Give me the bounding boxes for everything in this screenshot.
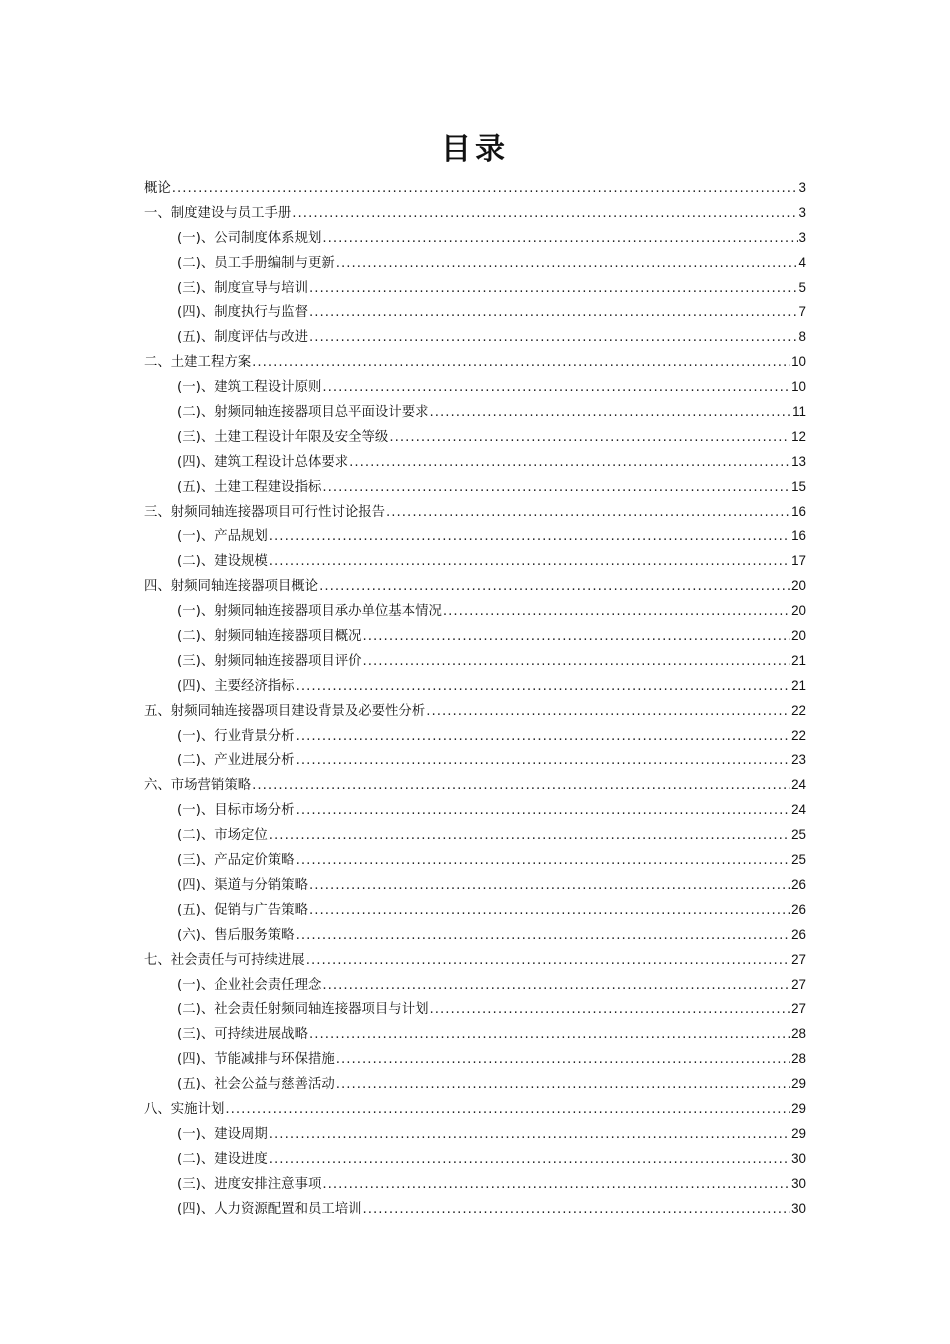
toc-entry-page-number: 29 [791,1125,806,1141]
toc-entry[interactable] [144,300,806,325]
toc-entry-label: (五)、制度评估与改进 [177,330,308,346]
toc-entry-label: (二)、射频同轴连接器项目概况 [177,629,362,645]
toc-leader-dots [363,1198,791,1223]
toc-entry[interactable] [144,1147,806,1172]
toc-entry-label: (三)、土建工程设计年限及安全等级 [177,429,389,445]
toc-entry-page-number: 20 [791,628,806,644]
toc-leader-dots [363,650,791,675]
toc-entry-page-number: 24 [791,802,806,818]
toc-entry-page-number: 20 [791,578,806,594]
toc-entry-page-number: 26 [791,876,806,892]
toc-entry[interactable] [144,201,806,226]
toc-entry-page-number: 3 [798,204,806,220]
toc-entry-page-number: 22 [791,702,806,718]
toc-entry[interactable] [144,226,806,251]
toc-entry-label: (四)、渠道与分销策略 [177,877,308,893]
toc-entry-page-number: 28 [791,1026,806,1042]
toc-entry-label: (三)、产品定价策略 [177,853,295,869]
toc-leader-dots [349,451,790,476]
toc-entry-page-number: 13 [791,453,806,469]
toc-entry-page-number: 28 [791,1051,806,1067]
toc-entry-label: (二)、社会责任射频同轴连接器项目与计划 [177,1002,429,1018]
toc-entry[interactable] [144,1047,806,1072]
toc-entry[interactable] [144,898,806,923]
toc-entry-page-number: 20 [791,603,806,619]
toc-entry-label: (四)、人力资源配置和员工培训 [177,1201,362,1217]
toc-entry[interactable] [144,475,806,500]
toc-leader-dots [225,1098,790,1123]
toc-entry-page-number: 25 [791,827,806,843]
toc-entry[interactable] [144,400,806,425]
toc-entry-label: (一)、目标市场分析 [177,803,295,819]
toc-entry-page-number: 24 [791,777,806,793]
toc-entry[interactable] [144,1072,806,1097]
toc-entry-label: (一)、射频同轴连接器项目承办单位基本情况 [177,604,442,620]
toc-entry-label: (三)、制度宣导与培训 [177,280,308,296]
toc-leader-dots [309,326,798,351]
toc-entry-label: (五)、促销与广告策略 [177,902,308,918]
toc-entry-page-number: 10 [791,379,806,395]
toc-entry-page-number: 27 [791,1001,806,1017]
toc-entry-page-number: 3 [798,229,806,245]
toc-leader-dots [322,1173,790,1198]
toc-entry-label: 七、社会责任与可持续进展 [144,952,305,968]
toc-leader-dots [296,725,791,750]
toc-entry-page-number: 12 [791,428,806,444]
toc-leader-dots [389,426,790,451]
toc-entry-label: (一)、企业社会责任理念 [177,977,322,993]
toc-entry-page-number: 26 [791,901,806,917]
toc-leader-dots [322,227,797,252]
toc-leader-dots [296,799,791,824]
toc-entry-label: 四、射频同轴连接器项目概论 [144,579,319,595]
toc-entry[interactable] [144,873,806,898]
toc-leader-dots [296,849,791,874]
toc-entry[interactable] [144,674,806,699]
toc-entry-page-number: 27 [791,976,806,992]
toc-entry[interactable] [144,699,806,724]
toc-entry-page-number: 22 [791,727,806,743]
toc-entry[interactable] [144,1172,806,1197]
toc-leader-dots [429,401,791,426]
toc-entry[interactable] [144,599,806,624]
toc-entry-label: (二)、建设进度 [177,1151,268,1167]
toc-entry-page-number: 21 [791,652,806,668]
toc-entry[interactable] [144,923,806,948]
toc-entry-page-number: 8 [798,329,806,345]
toc-entry-label: (三)、可持续进展战略 [177,1027,308,1043]
toc-entry-label: (三)、射频同轴连接器项目评价 [177,653,362,669]
toc-entry-page-number: 11 [792,404,806,420]
toc-leader-dots [309,301,798,326]
toc-entry-label: (一)、建设周期 [177,1126,268,1142]
toc-entry-page-number: 5 [798,279,806,295]
toc-entry-page-number: 16 [791,528,806,544]
toc-entry[interactable] [144,450,806,475]
toc-entry-label: 八、实施计划 [144,1101,225,1117]
toc-entry-label: (一)、建筑工程设计原则 [177,380,322,396]
toc-entry-label: (二)、射频同轴连接器项目总平面设计要求 [177,405,429,421]
toc-entry-page-number: 17 [791,553,806,569]
toc-entry-page-number: 29 [791,1076,806,1092]
toc-entry-label: 二、土建工程方案 [144,355,252,371]
toc-leader-dots [336,1073,790,1098]
toc-entry[interactable] [144,325,806,350]
toc-leader-dots [309,899,790,924]
toc-entry-page-number: 21 [791,677,806,693]
toc-entry-label: (一)、行业背景分析 [177,728,295,744]
toc-entry[interactable] [144,823,806,848]
toc-entry[interactable] [144,176,806,201]
toc-leader-dots [252,351,790,376]
toc-entry-label: 五、射频同轴连接器项目建设背景及必要性分析 [144,703,426,719]
toc-leader-dots [269,1123,790,1148]
toc-leader-dots [426,700,790,725]
toc-leader-dots [386,501,790,526]
toc-entry[interactable] [144,798,806,823]
toc-entry[interactable] [144,549,806,574]
toc-leader-dots [296,924,791,949]
toc-entry[interactable] [144,649,806,674]
toc-entry-label: (三)、进度安排注意事项 [177,1176,322,1192]
toc-entry-page-number: 4 [798,254,806,270]
toc-entry[interactable] [144,574,806,599]
toc-entry[interactable] [144,773,806,798]
toc-entry-page-number: 26 [791,926,806,942]
toc-entry-label: (四)、主要经济指标 [177,678,295,694]
toc-entry-label: 三、射频同轴连接器项目可行性讨论报告 [144,504,386,520]
toc-entry-page-number: 30 [791,1175,806,1191]
toc-entry-label: (四)、建筑工程设计总体要求 [177,454,349,470]
toc-entry[interactable] [144,748,806,773]
toc-entry-page-number: 16 [791,503,806,519]
toc-entry-label: (六)、售后服务策略 [177,927,295,943]
toc-leader-dots [292,202,797,227]
toc-entry-page-number: 30 [791,1150,806,1166]
toc-entry[interactable] [144,350,806,375]
toc-entry-page-number: 3 [798,180,806,195]
toc-entry[interactable] [144,1022,806,1047]
toc-entry[interactable] [144,425,806,450]
toc-leader-dots [322,974,790,999]
toc-leader-dots [336,252,798,277]
toc-entry-page-number: 30 [791,1200,806,1216]
toc-leader-dots [322,476,790,501]
toc-leader-dots [309,874,790,899]
toc-leader-dots [429,998,790,1023]
toc-entry[interactable] [144,973,806,998]
toc-entry[interactable] [144,724,806,749]
toc-entry[interactable] [144,276,806,301]
toc-leader-dots [269,1148,790,1173]
toc-leader-dots [363,625,791,650]
toc-leader-dots [172,177,798,202]
toc-entry-label: (二)、建设规模 [177,554,268,570]
toc-leader-dots [269,824,790,849]
toc-list [144,176,806,1221]
toc-leader-dots [269,525,790,550]
toc-entry-label: (四)、节能减排与环保措施 [177,1052,335,1068]
toc-entry-label: (一)、公司制度体系规划 [177,230,322,246]
toc-entry[interactable] [144,997,806,1022]
toc-entry-page-number: 10 [791,354,806,370]
toc-entry-label: (五)、土建工程建设指标 [177,479,322,495]
toc-entry[interactable] [144,524,806,549]
toc-entry-page-number: 25 [791,852,806,868]
toc-leader-dots [309,1023,790,1048]
toc-entry-label: (一)、产品规划 [177,529,268,545]
toc-leader-dots [269,550,790,575]
toc-entry-label: 概论 [144,181,171,196]
toc-entry-label: (二)、产业进展分析 [177,753,295,769]
toc-entry-label: (四)、制度执行与监督 [177,305,308,321]
toc-entry-page-number: 27 [791,951,806,967]
toc-leader-dots [443,600,790,625]
toc-title: 目录 [441,132,509,167]
toc-leader-dots [309,277,798,302]
toc-entry-label: 一、制度建设与员工手册 [144,205,292,221]
toc-entry-page-number: 23 [791,752,806,768]
toc-leader-dots [252,774,790,799]
toc-entry[interactable] [144,848,806,873]
toc-entry-label: 六、市场营销策略 [144,778,252,794]
toc-leader-dots [296,675,791,700]
toc-leader-dots [306,949,790,974]
toc-entry[interactable] [144,624,806,649]
toc-entry-label: (五)、社会公益与慈善活动 [177,1077,335,1093]
toc-entry-page-number: 29 [791,1100,806,1116]
toc-entry-label: (二)、市场定位 [177,828,268,844]
toc-entry[interactable] [144,948,806,973]
toc-entry[interactable] [144,251,806,276]
toc-entry[interactable] [144,375,806,400]
toc-entry-page-number: 7 [798,304,806,320]
toc-entry[interactable] [144,1197,806,1222]
toc-leader-dots [322,376,790,401]
toc-entry-page-number: 15 [791,478,806,494]
toc-entry[interactable] [144,500,806,525]
toc-leader-dots [336,1048,790,1073]
toc-leader-dots [319,575,790,600]
toc-entry-label: (二)、员工手册编制与更新 [177,255,335,271]
toc-entry[interactable] [144,1122,806,1147]
toc-leader-dots [296,749,791,774]
toc-entry[interactable] [144,1097,806,1122]
